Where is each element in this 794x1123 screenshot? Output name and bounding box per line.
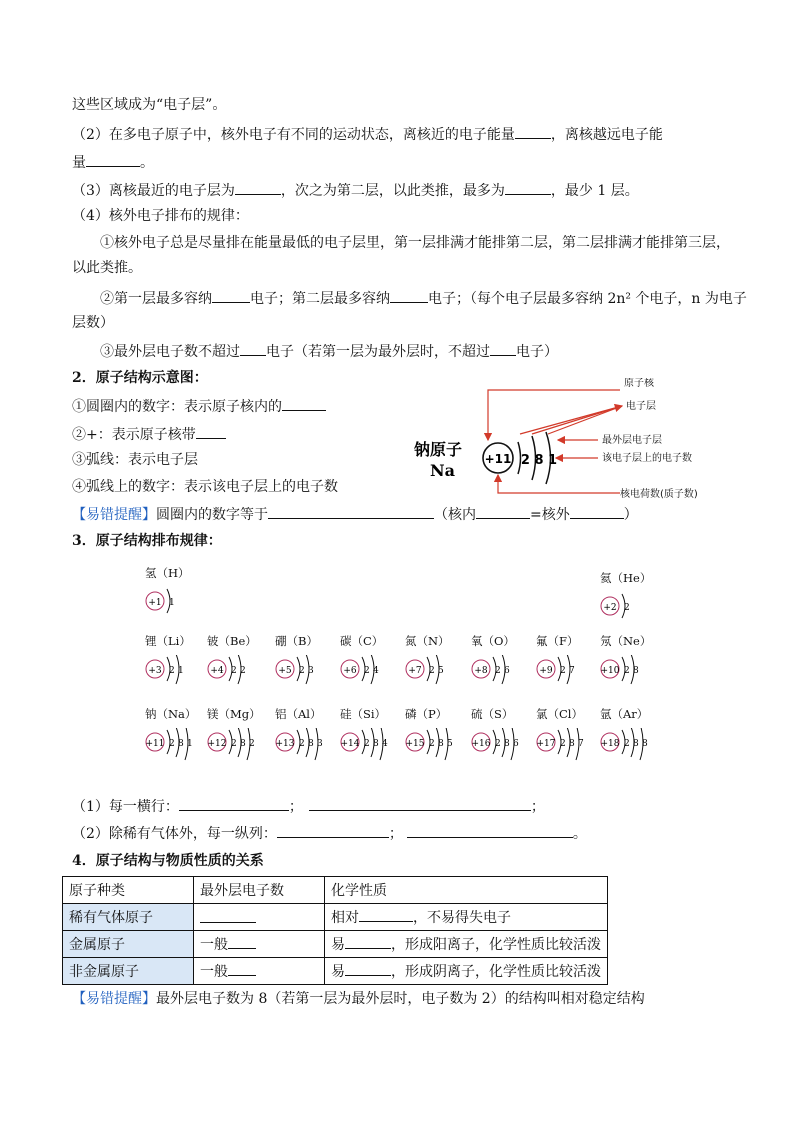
nucleus-charge: +8 <box>474 666 488 676</box>
nucleus-charge: +11 <box>145 739 165 749</box>
shell-electron-count: 2 <box>231 666 237 676</box>
atom-name: 氦（He） <box>600 571 652 585</box>
shell-electron-count: 2 <box>240 666 246 676</box>
blank[interactable] <box>345 934 391 949</box>
label-nuclear-charge: 核电荷数(质子数) <box>620 489 698 500</box>
shell-electron-count: 8 <box>642 739 648 749</box>
label-outer-shell: 最外层电子层 <box>602 435 662 446</box>
atom-name: 硫（S） <box>471 707 514 721</box>
atom-name: 硅（Si） <box>340 707 387 721</box>
tip-1: 【易错提醒】圆圈内的数字等于 （核内 =核外 ） <box>72 504 638 525</box>
blank[interactable] <box>228 961 256 976</box>
atom-name: 氮（N） <box>405 634 450 648</box>
blank[interactable] <box>407 823 573 838</box>
blank[interactable] <box>570 504 624 519</box>
shell-electron-count: 8 <box>308 739 314 749</box>
nucleus-charge: +13 <box>275 739 295 749</box>
blank[interactable] <box>345 961 391 976</box>
atom-diagram <box>145 565 225 635</box>
nucleus-charge: +9 <box>539 666 553 676</box>
atom-name: 氖（Ne） <box>600 634 652 648</box>
shell-electron-count: 8 <box>438 739 444 749</box>
shell-electron-count: 8 <box>240 739 246 749</box>
nucleus-charge: +16 <box>471 739 491 749</box>
shell-electron-count: 1 <box>178 666 184 676</box>
text-line-4: （3）离核最近的电子层为 ，次之为第二层，以此类推，最多为 ，最少 1 层。 <box>72 180 639 201</box>
text-line-3: 量 。 <box>72 152 154 173</box>
shell-electron-count: 8 <box>373 739 379 749</box>
table-cell-count: 一般 <box>194 958 325 985</box>
atom-name: 氩（Ar） <box>600 707 649 721</box>
table-header: 化学性质 <box>325 877 608 904</box>
blank[interactable] <box>86 152 140 167</box>
table-cell-property: 易 ，形成阴离子，化学性质比较活泼 <box>325 958 608 985</box>
blank[interactable] <box>200 908 256 923</box>
nucleus-charge: +14 <box>340 739 360 749</box>
section-3-title: 3．原子结构排布规律： <box>72 533 222 549</box>
nucleus-charge: +10 <box>600 666 620 676</box>
blank[interactable] <box>505 180 551 195</box>
shell-electron-count: 2 <box>364 739 370 749</box>
nucleus-charge: +15 <box>405 739 425 749</box>
atom-structure <box>600 655 678 699</box>
shell-electron-count: 4 <box>382 739 388 749</box>
s2-item-1: ①圆圈内的数字：表示原子核内的 <box>72 396 326 417</box>
shell-electron-count: 2 <box>560 666 566 676</box>
s2-item-2: ②+：表示原子核带 <box>72 424 226 445</box>
blank[interactable] <box>277 823 389 838</box>
shell-electron-count: 2 <box>624 603 630 613</box>
blank[interactable] <box>212 288 250 303</box>
nucleus-charge: +11 <box>484 452 512 466</box>
shell-electron-count: 8 <box>504 739 510 749</box>
atom-structure <box>600 592 678 636</box>
table-row <box>63 904 608 931</box>
shell-electron-count: 1 <box>169 598 175 608</box>
atom-name: 铝（Al） <box>275 707 322 721</box>
atom-structure <box>207 728 285 772</box>
label-shell: 电子层 <box>626 401 656 412</box>
atom-symbol: Na <box>430 461 455 480</box>
atom-name: 镁（Mg） <box>207 707 261 721</box>
shell-electron-count: 2 <box>495 666 501 676</box>
atom-diagram <box>600 633 680 703</box>
table-cell-kind: 稀有气体原子 <box>63 904 194 931</box>
table-header: 原子种类 <box>63 877 194 904</box>
shell-electron-count: 2 <box>231 739 237 749</box>
table-cell-property: 易 ，形成阳离子，化学性质比较活泼 <box>325 931 608 958</box>
shell-electron-count: 8 <box>178 739 184 749</box>
blank[interactable] <box>282 396 326 411</box>
shell-electron-count: 5 <box>447 739 453 749</box>
shell-electron-count: 7 <box>578 739 584 749</box>
nucleus-charge: +12 <box>207 739 227 749</box>
atom-name: 钠原子 <box>414 440 463 459</box>
shell-electron-count: 6 <box>504 666 510 676</box>
blank[interactable] <box>490 341 516 356</box>
label-shell-count: 该电子层上的电子数 <box>602 453 692 464</box>
shell-electron-count: 2 <box>624 666 630 676</box>
blank[interactable] <box>390 288 428 303</box>
table-cell-count: 一般 <box>194 931 325 958</box>
atom-diagram <box>600 706 680 776</box>
shell-electron-count: 2 <box>364 666 370 676</box>
blank[interactable] <box>235 180 281 195</box>
shell-electron-count: 5 <box>438 666 444 676</box>
atom-name: 磷（P） <box>405 707 448 721</box>
blank[interactable] <box>179 796 289 811</box>
atom-name: 碳（C） <box>340 634 384 648</box>
tip-2: 【易错提醒】最外层电子数为 8（若第一层为最外层时，电子数为 2）的结构叫相对稳定结构 <box>72 991 645 1007</box>
atom-diagram <box>600 570 680 640</box>
section-4-title: 4．原子结构与物质性质的关系 <box>72 853 264 869</box>
nucleus-charge: +18 <box>600 739 620 749</box>
shell-counts: 2 8 1 <box>520 453 558 468</box>
nucleus-charge: +4 <box>210 666 224 676</box>
question-1: （1）每一横行： ； ； <box>72 796 545 817</box>
blank[interactable] <box>196 424 226 439</box>
table-header-row <box>63 877 608 904</box>
table-row <box>63 958 608 985</box>
shell-electron-count: 7 <box>569 666 575 676</box>
table-cell-kind: 金属原子 <box>63 931 194 958</box>
shell-electron-count: 8 <box>633 666 639 676</box>
nucleus-charge: +7 <box>408 666 422 676</box>
text-line-2: （2）在多电子原子中，核外电子有不同的运动状态，离核近的电子能量 ，离核越远电子能 <box>72 124 663 145</box>
shell-electron-count: 3 <box>317 739 323 749</box>
shell-electron-count: 3 <box>308 666 314 676</box>
atom-name: 锂（Li） <box>145 634 191 648</box>
shell-electron-count: 2 <box>429 666 435 676</box>
nucleus-charge: +2 <box>603 603 617 613</box>
atom-name: 硼（B） <box>275 634 318 648</box>
table-cell-property: 相对 ，不易得失电子 <box>325 904 608 931</box>
nucleus-charge: +5 <box>278 666 292 676</box>
shell-electron-count: 2 <box>299 666 305 676</box>
shell-electron-count: 2 <box>560 739 566 749</box>
atom-name: 氟（F） <box>536 634 579 648</box>
atom-structure <box>207 655 285 699</box>
atom-structure <box>145 587 223 631</box>
table-cell-count <box>194 904 325 931</box>
label-nucleus: 原子核 <box>624 378 654 389</box>
text-line-9: 层数） <box>72 315 114 331</box>
table-header: 最外层电子数 <box>194 877 325 904</box>
s2-item-4: ④弧线上的数字：表示该电子层上的电子数 <box>72 479 338 495</box>
atom-name: 氢（H） <box>145 566 190 580</box>
text-line-8: ②第一层最多容纳 电子；第二层最多容纳 电子；（每个电子层最多容纳 2n² 个电子，n 为电子 <box>100 288 747 309</box>
shell-electron-count: 2 <box>429 739 435 749</box>
atom-name: 氧（O） <box>471 634 515 648</box>
text-line-1: 这些区域成为“电子层”。 <box>72 97 227 113</box>
s2-item-3: ③弧线：表示电子层 <box>72 452 198 468</box>
shell-electron-count: 2 <box>624 739 630 749</box>
atom-name: 钠（Na） <box>145 707 197 721</box>
shell-electron-count: 8 <box>633 739 639 749</box>
atom-name: 铍（Be） <box>207 634 257 648</box>
table-row <box>63 931 608 958</box>
shell-electron-count: 2 <box>169 739 175 749</box>
shell-electron-count: 2 <box>299 739 305 749</box>
text-line-7: 以此类推。 <box>72 260 142 276</box>
atom-structure <box>600 728 678 772</box>
properties-table <box>62 876 608 985</box>
atom-name: 氯（Cl） <box>536 707 583 721</box>
shell-electron-count: 1 <box>187 739 193 749</box>
blank[interactable] <box>268 504 434 519</box>
sodium-atom-diagram <box>410 378 710 503</box>
tip-tag: 【易错提醒】 <box>72 507 156 523</box>
section-2-title: 2．原子结构示意图： <box>72 370 208 386</box>
text-line-10: ③最外层电子数不超过 电子（若第一层为最外层时，不超过 电子） <box>100 341 558 362</box>
shell-electron-count: 2 <box>495 739 501 749</box>
blank[interactable] <box>359 907 413 922</box>
shell-electron-count: 6 <box>513 739 519 749</box>
blank[interactable] <box>476 504 530 519</box>
blank[interactable] <box>515 124 551 139</box>
blank[interactable] <box>228 934 256 949</box>
nucleus-charge: +3 <box>148 666 162 676</box>
text-line-5: （4）核外电子排布的规律： <box>72 208 249 224</box>
nucleus-charge: +17 <box>536 739 556 749</box>
blank[interactable] <box>240 341 266 356</box>
text-line-6: ①核外电子总是尽量排在能量最低的电子层里，第一层排满才能排第二层，第二层排满才能排第三层， <box>100 235 730 251</box>
question-2: （2）除稀有气体外，每一纵列： ； 。 <box>72 823 587 844</box>
nucleus-charge: +6 <box>343 666 357 676</box>
shell-electron-count: 4 <box>373 666 379 676</box>
table-cell-kind: 非金属原子 <box>63 958 194 985</box>
shell-electron-count: 8 <box>569 739 575 749</box>
tip-tag: 【易错提醒】 <box>72 991 156 1007</box>
shell-electron-count: 2 <box>249 739 255 749</box>
shell-electron-count: 2 <box>169 666 175 676</box>
nucleus-charge: +1 <box>148 598 162 608</box>
blank[interactable] <box>309 796 531 811</box>
